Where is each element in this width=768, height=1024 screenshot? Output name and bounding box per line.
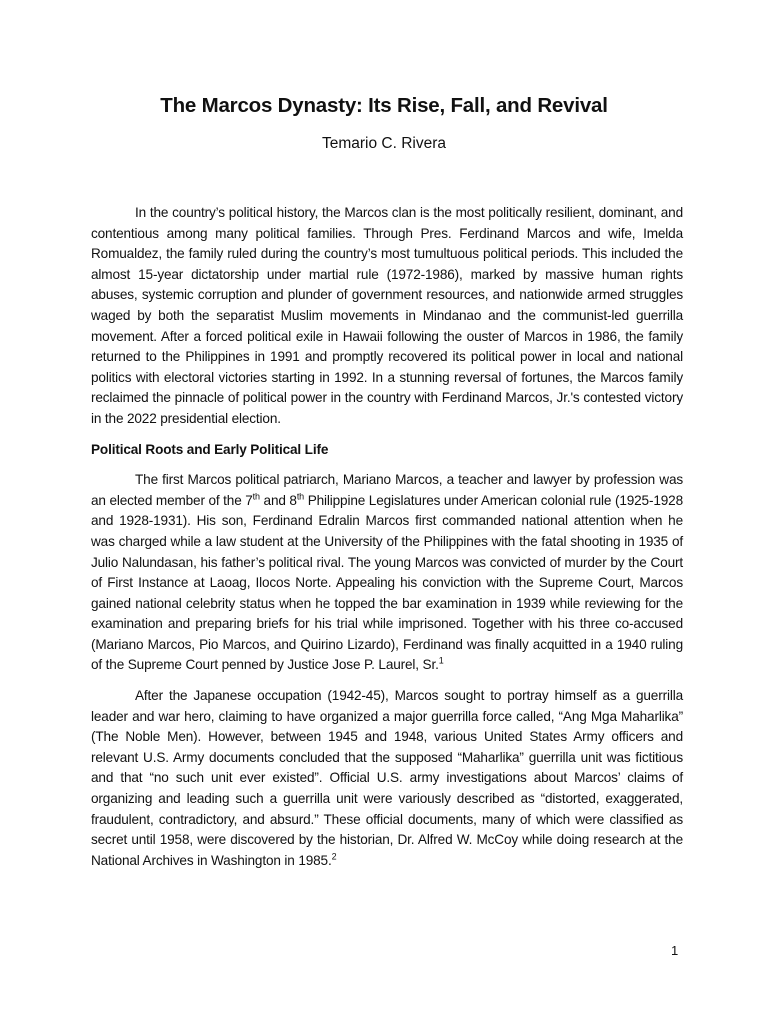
document-body	[91, 203, 683, 881]
paragraph-text: and 8	[259, 492, 297, 508]
page-number: 1	[671, 943, 679, 958]
footnote-marker[interactable]: 2	[331, 851, 337, 862]
paragraph-political-roots	[91, 470, 683, 676]
superscript-ordinal: th	[296, 491, 305, 502]
paragraph-japanese-occupation	[91, 686, 683, 871]
paragraph-text: Philippine Legislatures under American colonial rule (1925-1928 and 1928-1931). His son, Ferdinand Edralin Marcos first commanded national attention when he was charged while a law student at the University of the Philippines with the fatal shooting in 1935 of Julio Nalundasan, his father’s political rival. The young Marcos was convicted of murder by the Court of First Instance at Laoag, Ilocos Norte. Appealing his conviction with the Supreme Court, Marcos gained national celebrity status when he topped the bar examination in 1939 while reviewing for the examination and preparing briefs for his trial while imprisoned. Together with his three co-accused (Mariano Marcos, Pio Marcos, and Quirino Lizardo), Ferdinand was finally acquitted in a 1940 ruling of the Supreme Court penned by Justice Jose P. Laurel, Sr.	[91, 492, 683, 673]
paragraph-text: The first Marcos political patriarch, Mariano Marcos, a teacher and lawyer by profession was an elected member of the 7	[91, 472, 683, 508]
paragraph-intro: In the country’s political history, the Marcos clan is the most politically resilient, dominant, and contentious among many political families. Through Pres. Ferdinand Marcos and wife, Imelda Romualdez, the family ruled during the country’s most tumultuous political periods. This included the almost 15-year dictatorship under martial rule (1972-1986), marked by massive human rights abuses, systemic corruption and plunder of government resources, and nationwide armed struggles waged by both the separatist Muslim movements in Mindanao and the communist-led guerrilla movement. After a forced political exile in Hawaii following the ouster of Marcos in 1986, the family returned to the Philippines in 1991 and promptly recovered its political power in local and national politics with electoral victories starting in 1992. In a stunning reversal of fortunes, the Marcos family reclaimed the pinnacle of political power in the country with Ferdinand Marcos, Jr.'s contested victory in the 2022 presidential election.	[91, 205, 683, 426]
paragraph-text: After the Japanese occupation (1942-45), Marcos sought to portray himself as a guerrilla leader and war hero, claiming to have organized a major guerrilla force called, “Ang Mga Maharlika” (The Noble Men). However, between 1945 and 1948, various United States Army officers and relevant U.S. Army documents concluded that the supposed “Maharlika” guerrilla unit was fictitious and that “no such unit ever existed”. Official U.S. army investigations about Marcos’ claims of organizing and leading such a guerrilla unit were variously described as “distorted, exaggerated, fraudulent, contradictory, and absurd.” These official documents, many of which were classified as secret until 1958, were discovered by the historian, Dr. Alfred W. McCoy while doing research at the National Archives in Washington in 1985.	[91, 688, 683, 868]
document-title: The Marcos Dynasty: Its Rise, Fall, and Revival	[160, 94, 608, 117]
document-author: Temario C. Rivera	[321, 135, 447, 152]
superscript-ordinal: th	[252, 491, 260, 502]
section-heading: Political Roots and Early Political Life	[91, 441, 329, 457]
footnote-marker[interactable]: 1	[438, 655, 444, 666]
